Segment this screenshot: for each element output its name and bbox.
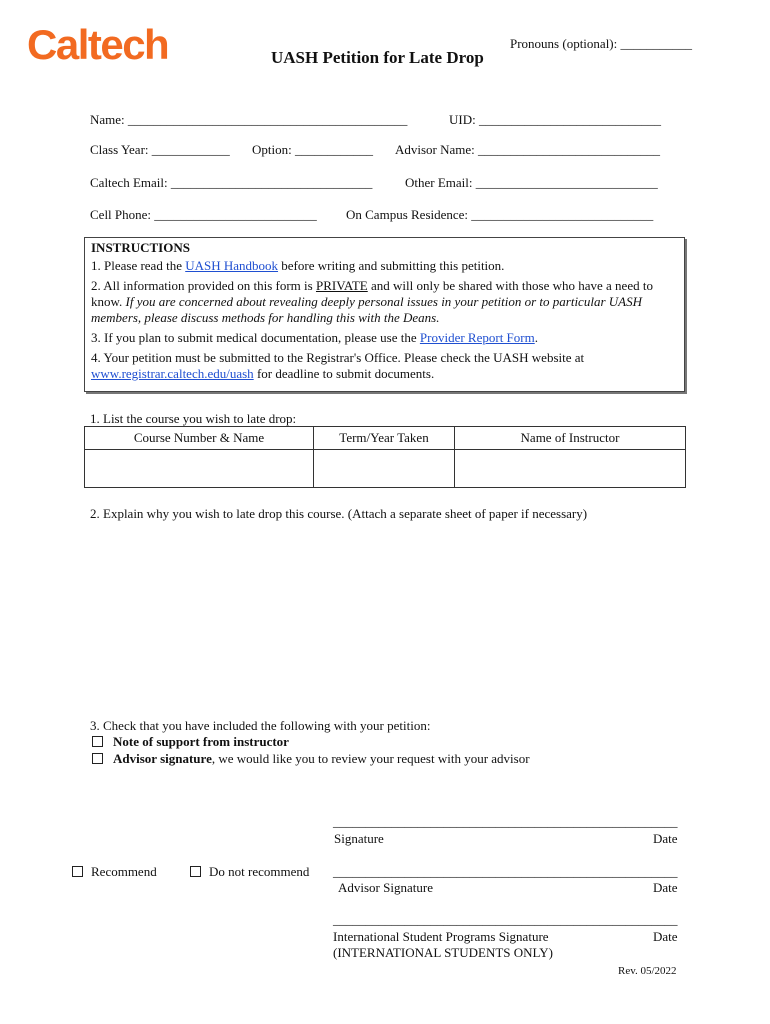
name-field[interactable]: Name: ___________________________________________ (90, 112, 408, 127)
instruction-1-text: 1. Please read the (91, 258, 186, 273)
option-field[interactable]: Option: ____________ (252, 142, 373, 157)
column-term: Term/Year Taken (314, 427, 455, 450)
instruction-3-text-end: . (534, 330, 538, 345)
checklist-item-label-bold: Advisor signature (113, 751, 212, 766)
caltech-email-field[interactable]: Caltech Email: _______________________________ (90, 175, 373, 190)
uid-field[interactable]: UID: ____________________________ (449, 112, 661, 127)
course-input[interactable] (85, 450, 314, 488)
revision-label: Rev. 05/2022 (618, 965, 677, 977)
caltech-logo: Caltech (27, 21, 169, 68)
instruction-2-italic: If you are concerned about revealing deeply personal issues in your petition or to particular UASH members, please discuss methods for handling this with the Deans. (91, 294, 642, 325)
isp-note: (INTERNATIONAL STUDENTS ONLY) (333, 945, 553, 960)
instruction-2-text: 2. All information provided on this form is (91, 278, 316, 293)
checklist-item-advisor (92, 751, 530, 767)
signature-line[interactable]: _____________________________________________________ (333, 814, 678, 829)
do-not-recommend-label: Do not recommend (209, 864, 310, 879)
checklist-item-label: Note of support from instructor (113, 734, 289, 749)
advisor-signature-line[interactable]: _____________________________________________________ (333, 864, 678, 879)
q3-label: 3. Check that you have included the following with your petition: (90, 718, 431, 733)
checkbox-instructor-note[interactable] (92, 736, 103, 747)
checkbox-do-not-recommend[interactable] (190, 866, 201, 877)
instruction-4 (91, 350, 678, 382)
isp-signature-line[interactable]: _____________________________________________________ (333, 912, 678, 927)
signature-label: Signature (334, 831, 384, 846)
advisor-date-label: Date (653, 880, 678, 895)
explanation-area[interactable] (90, 526, 686, 711)
class-year-field[interactable]: Class Year: ____________ (90, 142, 230, 157)
checklist-item-label-rest: , we would like you to review your request with your advisor (211, 751, 530, 766)
advisor-signature-label: Advisor Signature (338, 880, 433, 895)
course-table (84, 426, 686, 488)
pronouns-field[interactable]: Pronouns (optional): ___________ (510, 36, 692, 51)
instructor-input[interactable] (455, 450, 686, 488)
checklist-item-instructor (92, 734, 289, 750)
column-instructor: Name of Instructor (455, 427, 686, 450)
instruction-4-text-end: for deadline to submit documents. (253, 366, 435, 381)
q2-label: 2. Explain why you wish to late drop this course. (Attach a separate sheet of paper if necessary) (90, 506, 588, 521)
do-not-recommend-option (190, 864, 309, 880)
q1-label: 1. List the course you wish to late drop: (90, 411, 297, 426)
signature-date-label: Date (653, 831, 678, 846)
recommend-label: Recommend (91, 864, 157, 879)
cell-phone-field[interactable]: Cell Phone: _________________________ (90, 207, 317, 222)
checkbox-recommend[interactable] (72, 866, 83, 877)
other-email-field[interactable]: Other Email: ____________________________ (405, 175, 658, 190)
isp-date-label: Date (653, 929, 678, 944)
checkbox-advisor-signature[interactable] (92, 753, 103, 764)
registrar-website-link[interactable]: www.registrar.caltech.edu/uash (91, 366, 254, 381)
isp-signature-label: International Student Programs Signature (333, 929, 549, 944)
uash-handbook-link[interactable]: UASH Handbook (185, 258, 279, 273)
instruction-3 (91, 330, 678, 346)
instruction-2-text-mid: and will only be shared with those who have a need to know. (91, 278, 653, 309)
instruction-3-text: 3. If you plan to submit medical documentation, please use the (91, 330, 420, 345)
table-row (85, 450, 686, 488)
private-text: PRIVATE (315, 278, 368, 293)
column-course: Course Number & Name (85, 427, 314, 450)
instruction-4-text: 4. Your petition must be submitted to the Registrar's Office. Please check the UASH website at (91, 350, 585, 365)
instruction-2 (91, 278, 678, 326)
recommend-option (72, 864, 157, 880)
residence-field[interactable]: On Campus Residence: ____________________________ (346, 207, 654, 222)
advisor-name-field[interactable]: Advisor Name: ____________________________ (395, 142, 661, 157)
instructions-heading: INSTRUCTIONS (91, 240, 190, 255)
instruction-1 (91, 258, 678, 274)
instructions-box (84, 237, 685, 392)
term-input[interactable] (314, 450, 455, 488)
instruction-1-text-end: before writing and submitting this petition. (278, 258, 505, 273)
page-title: UASH Petition for Late Drop (271, 48, 484, 67)
provider-report-form-link[interactable]: Provider Report Form (419, 330, 535, 345)
